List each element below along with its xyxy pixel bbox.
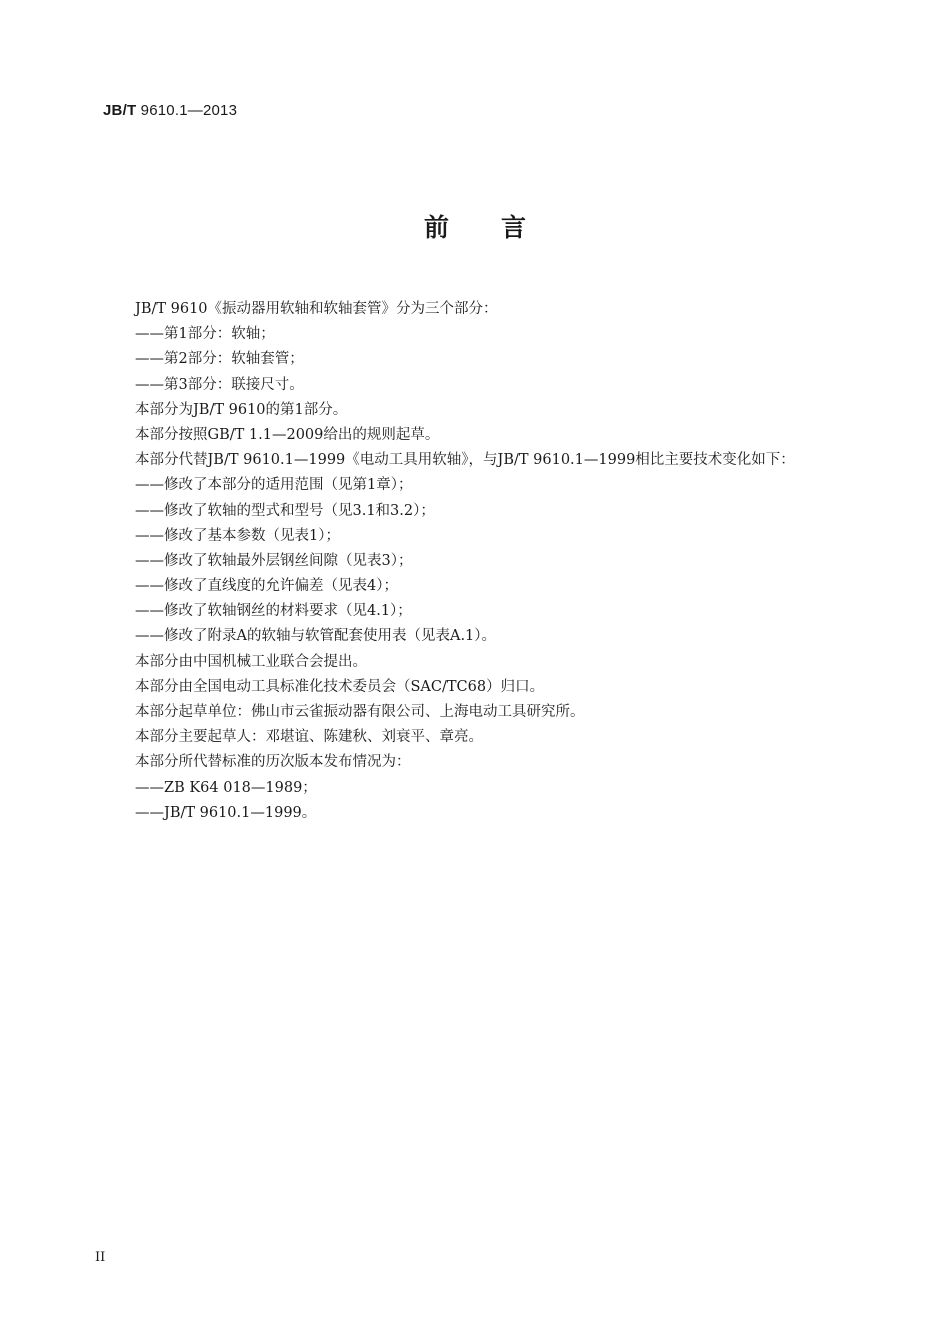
standard-code-prefix: JB/T [103, 102, 137, 119]
paragraph-drafters: 本部分主要起草人：邓堪谊、陈建秋、刘衰平、章亮。 [135, 729, 483, 746]
list-item-part-2: ——第2部分：软轴套管； [135, 351, 304, 368]
list-item-change-wire-gap: ——修改了软轴最外层钢丝间隙（见表3）； [135, 552, 413, 569]
paragraph-replaces: 本部分代替JB/T 9610.1—1999《电动工具用软轴》，与JB/T 9610.1—1999相比主要技术变化如下： [135, 452, 795, 469]
paragraph-centralized-by: 本部分由全国电动工具标准化技术委员会（SAC/TC68）归口。 [135, 678, 545, 695]
paragraph-proposed-by: 本部分由中国机械工业联合会提出。 [135, 653, 367, 670]
list-item-change-type: ——修改了软轴的型式和型号（见3.1和3.2）； [135, 502, 435, 519]
list-item-change-annex: ——修改了附录A的软轴与软管配套使用表（见表A.1）。 [135, 628, 497, 645]
paragraph-previous-editions: 本部分所代替标准的历次版本发布情况为： [135, 754, 411, 771]
paragraph-drafting-units: 本部分起草单位：佛山市云雀振动器有限公司、上海电动工具研究所。 [135, 704, 585, 720]
page-title: 前言 [423, 213, 578, 242]
list-item-change-scope: ——修改了本部分的适用范围（见第1章）； [135, 477, 413, 494]
list-item-edition-1999: ——JB/T 9610.1—1999。 [135, 804, 317, 821]
list-item-change-parameters: ——修改了基本参数（见表1）； [135, 527, 340, 544]
list-item-part-3: ——第3部分：联接尺寸。 [135, 376, 304, 393]
list-item-part-1: ——第1部分：软轴； [135, 326, 275, 343]
list-item-change-material: ——修改了软轴钢丝的材料要求（见4.1）； [135, 603, 412, 620]
page-number: II [95, 1250, 106, 1265]
paragraph-drafting-rules: 本部分按照GB/T 1.1—2009给出的规则起草。 [135, 426, 440, 443]
foreword-body [135, 297, 855, 826]
list-item-edition-1989: ——ZB K64 018—1989； [135, 779, 317, 796]
paragraph-parts-intro: JB/T 9610《振动器用软轴和软轴套管》分为三个部分： [135, 301, 498, 317]
list-item-change-straightness: ——修改了直线度的允许偏差（见表4）； [135, 578, 398, 595]
paragraph-this-part: 本部分为JB/T 9610的第1部分。 [135, 401, 348, 418]
standard-code-number: 9610.1—2013 [136, 102, 238, 119]
standard-code-header [103, 102, 237, 119]
